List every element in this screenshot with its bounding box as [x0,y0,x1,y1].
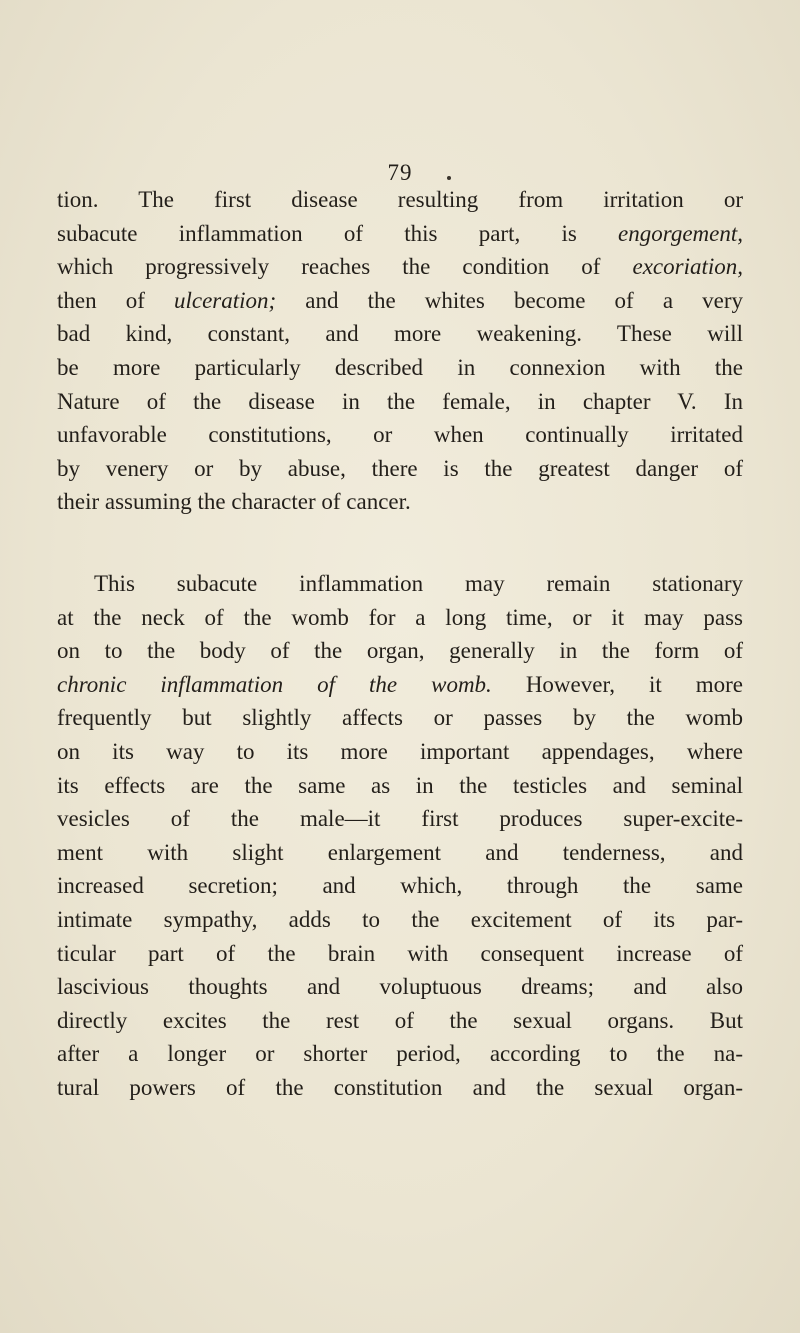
text-line [57,317,743,351]
text-run: frequently but slightly affects or passes by the womb [57,705,743,731]
text-run: directly excites the rest of the sexual organs. But [57,1007,743,1033]
text-run: after a longer or shorter period, according to the na- [57,1041,743,1067]
text-run: vesicles of the male—it first produces super-excite- [57,806,743,832]
text-line [57,485,743,519]
text-line [57,1004,743,1038]
text-run: However, it more [491,671,744,697]
text-run: its effects are the same as in the testicles and seminal [57,772,743,798]
text-run: on its way to its more important appendages, where [57,738,743,764]
text-line [57,385,743,419]
text-run: lascivious thoughts and voluptuous dreams; and also [57,974,743,1000]
text-run: tion. The first disease resulting from irritation or [57,187,743,212]
text-run: increased secretion; and which, through the same [57,873,743,899]
italic-text-run: ulceration; [173,287,277,313]
text-line [57,284,743,318]
text-run: This subacute inflammation may remain stationary [94,571,743,596]
text-line [57,970,743,1004]
text-run: be more particularly described in connexion with the [57,354,743,380]
text-run: unfavorable constitutions, or when continually irritated [57,422,743,448]
text-line [57,903,743,937]
paragraph-2 [57,567,743,1105]
text-run: by venery or by abuse, there is the greatest danger of [57,455,743,481]
text-run: bad kind, constant, and more weakening. These will [57,321,743,347]
text-line [57,802,743,836]
text-line [57,250,743,284]
text-line [57,937,743,971]
text-line [57,217,743,251]
text-run: tural powers of the constitution and the sexual organ- [57,1074,743,1100]
text-line [57,351,743,385]
text-line [57,1037,743,1071]
text-line [57,701,743,735]
text-run: intimate sympathy, adds to the excitement of its par- [57,906,743,932]
text-line [57,601,743,635]
text-line [57,1071,743,1105]
text-line [57,567,743,601]
text-run: which progressively reaches the condition of [57,254,633,280]
text-run: their assuming the character of cancer. [57,489,411,515]
print-speck [447,176,451,180]
text-run: and the whites become of a very [276,287,743,313]
italic-text-run: excoriation, [632,254,743,280]
text-run: ment with slight enlargement and tenderness, and [57,839,743,865]
text-run: on to the body of the organ, generally in the form of [57,638,743,664]
text-line [57,735,743,769]
text-line [57,668,743,702]
text-run: at the neck of the womb for a long time, or it may pass [57,604,743,630]
text-line [57,452,743,486]
text-line [57,183,743,217]
text-line [57,869,743,903]
page-number: 79 [387,160,413,185]
text-run: then of [57,287,174,313]
text-line [57,769,743,803]
italic-text-run: chronic inflammation of the womb. [57,671,492,697]
text-run: subacute inflammation of this part, is [57,220,619,246]
text-line [57,418,743,452]
italic-text-run: engorgement, [618,220,743,246]
text-run: Nature of the disease in the female, in chapter V. In [57,388,743,414]
text-line [57,836,743,870]
paragraph-1 [57,183,743,519]
text-line [57,634,743,668]
text-run: ticular part of the brain with consequent increase of [57,940,743,966]
